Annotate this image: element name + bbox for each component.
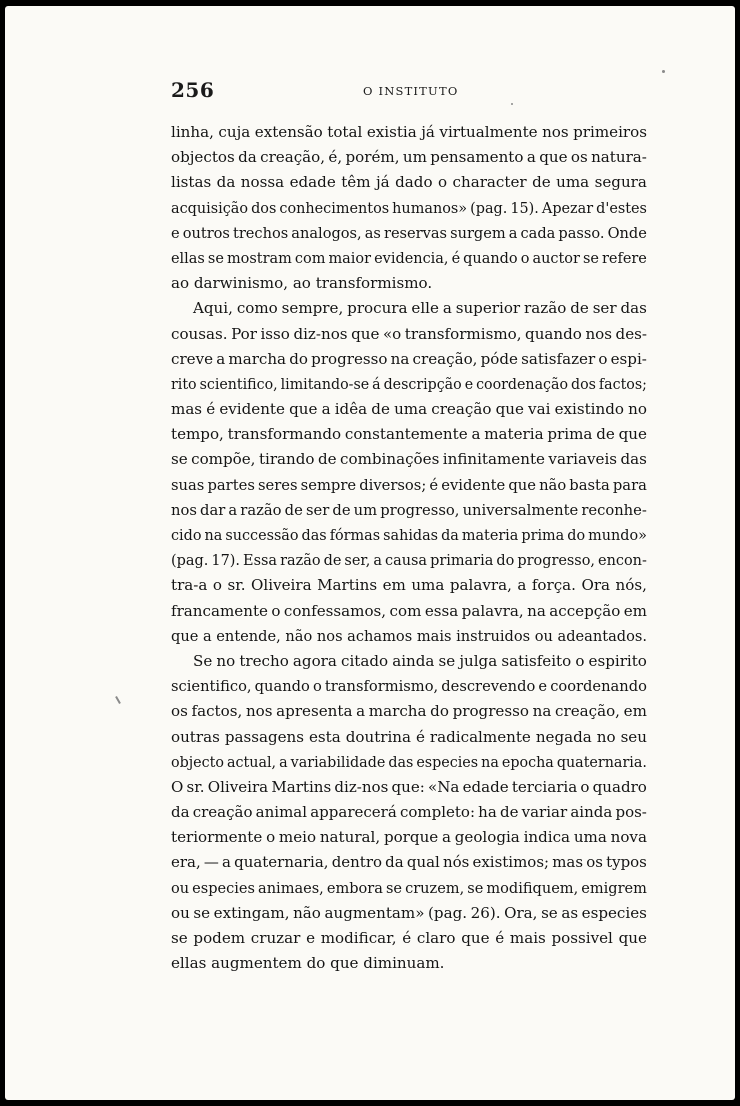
speck	[662, 70, 665, 73]
speck	[511, 103, 513, 105]
book-page	[5, 6, 735, 1100]
text-line: rito scientifico, limitando-se á descripção e coordenação dos factos;	[171, 374, 647, 393]
text-line: (pag. 17). Essa razão de ser, a causa primaria do progresso, encon-	[171, 551, 647, 570]
speck	[115, 696, 121, 704]
text-line: creve a marcha do progresso na creação, póde satisfazer o espi-	[171, 349, 647, 368]
text-line: objectos da creação, é, porém, um pensamento a que os natura-	[171, 148, 647, 167]
text-line: Se no trecho agora citado ainda se julga satisfeito o espirito	[193, 651, 647, 670]
text-line: era, — a quaternaria, dentro da qual nós existimos; mas os typos	[171, 853, 647, 872]
text-line: francamente o confessamos, com essa palavra, na accepção em	[171, 601, 647, 620]
text-line: acquisição dos conhecimentos humanos» (pag. 15). Apezar d'estes	[171, 198, 647, 217]
text-line: os factos, nos apresenta a marcha do progresso na creação, em	[171, 702, 647, 721]
text-line: Aqui, como sempre, procura elle a superior razão de ser das	[193, 299, 647, 318]
running-head	[171, 78, 647, 102]
text-line: se podem cruzar e modificar, é claro que é mais possivel que	[171, 929, 647, 947]
text-line: teriormente o meio natural, porque a geologia indica uma nova	[171, 828, 647, 847]
text-line: que a entende, não nos achamos mais instruidos ou adeantados.	[171, 626, 647, 645]
text-line: cousas. Por isso diz-nos que «o transformismo, quando nos des-	[171, 324, 647, 343]
text-line: objecto actual, a variabilidade das especies na epocha quaternaria.	[171, 752, 647, 771]
text-line: ou se extingam, não augmentam» (pag. 26). Ora, se as especies	[171, 903, 647, 922]
text-line: se compõe, tirando de combinações infinitamente variaveis das	[171, 450, 647, 469]
text-line: nos dar a razão de ser de um progresso, universalmente reconhe-	[171, 500, 647, 519]
text-line: listas da nossa edade têm já dado o character de uma segura	[171, 173, 647, 192]
text-line: ellas se mostram com maior evidencia, é quando o auctor se refere	[171, 248, 647, 267]
body-text	[171, 120, 647, 976]
text-line: linha, cuja extensão total existia já virtualmente nos primeiros	[171, 123, 647, 141]
text-line: mas é evidente que a idêa de uma creação que vai existindo no	[171, 400, 647, 419]
text-line: tempo, transformando constantemente a materia prima de que	[171, 425, 647, 444]
text-line: cido na successão das fórmas sahidas da materia prima do mundo»	[171, 526, 647, 544]
text-line: da creação animal apparecerá completo: ha de variar ainda pos-	[171, 803, 647, 822]
page-number: 256	[171, 78, 215, 102]
text-line: tra-a o sr. Oliveira Martins em uma palavra, a força. Ora nós,	[171, 576, 647, 595]
text-line: outras passagens esta doutrina é radicalmente negada no seu	[171, 727, 647, 746]
text-line: ao darwinismo, ao transformismo.	[171, 274, 433, 293]
text-line: ellas augmentem do que diminuam.	[171, 954, 445, 973]
journal-title: O INSTITUTO	[363, 84, 459, 98]
text-line: scientifico, quando o transformismo, descrevendo e coordenando	[171, 677, 647, 696]
text-line: e outros trechos analogos, as reservas surgem a cada passo. Onde	[171, 223, 647, 242]
text-line: suas partes seres sempre diversos; é evidente que não basta para	[171, 475, 647, 494]
text-line: ou especies animaes, embora se cruzem, se modifiquem, emigrem	[171, 878, 647, 897]
text-line: O sr. Oliveira Martins diz-nos que: «Na edade terciaria o quadro	[171, 777, 647, 796]
